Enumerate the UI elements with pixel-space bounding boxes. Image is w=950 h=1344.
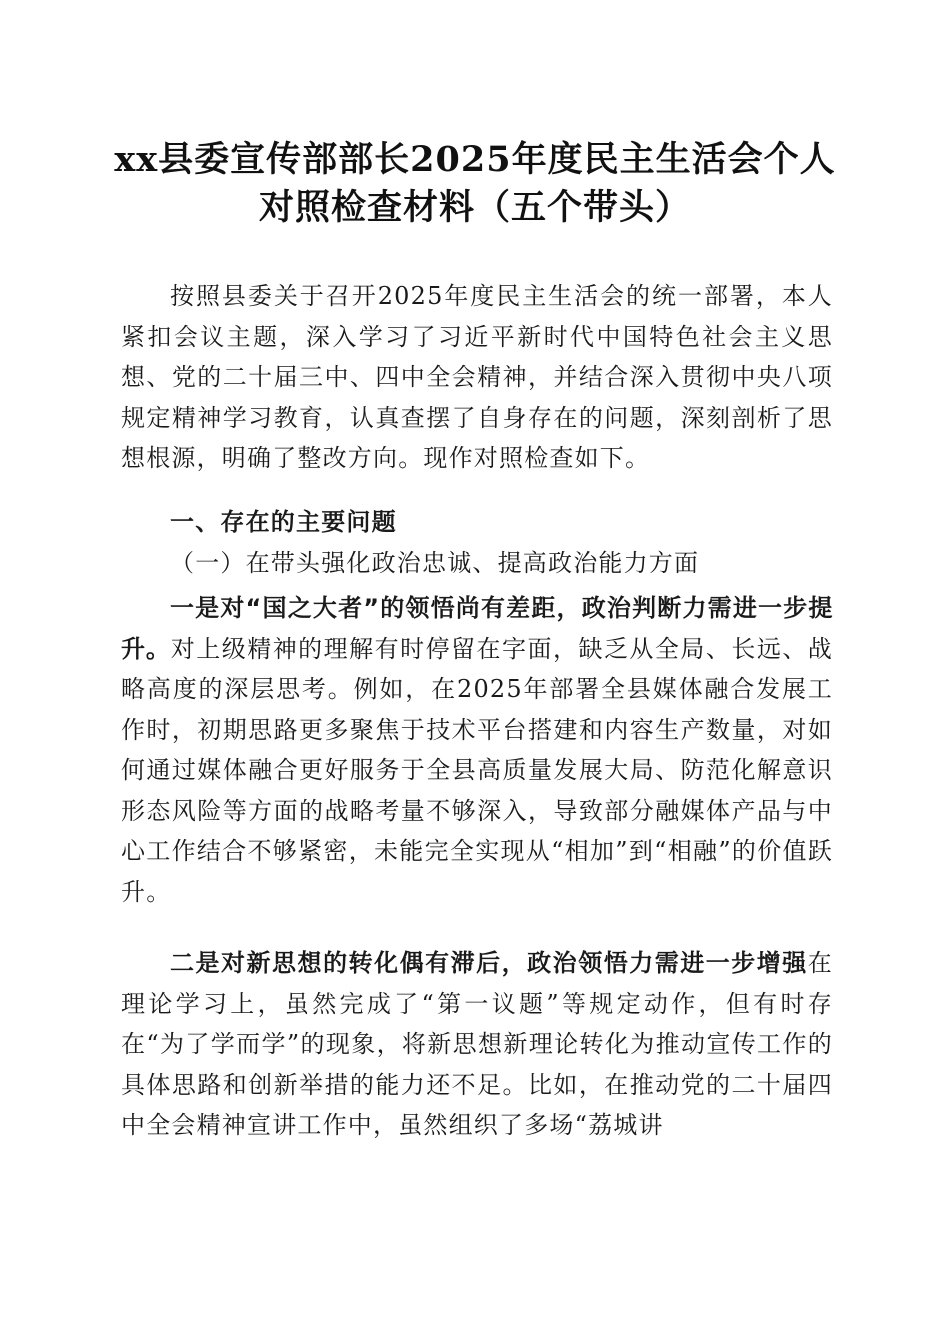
point-two-body: 在理论学习上，虽然完成了“第一议题”等规定动作，但有时存在“为了学而学”的现象，将新思想新理论转化为推动宣传工作的具体思路和创新举措的能力还不足。比如，在推动党的二十届四中全会精神宣讲工作中，虽然组织了多场“荔城讲 <box>121 949 833 1139</box>
point-two-lead: 二是对新思想的转化偶有滞后，政治领悟力需进一步增强 <box>170 949 808 977</box>
section-heading: 一、存在的主要问题 <box>170 508 397 536</box>
document-title <box>80 136 870 232</box>
title-line-2: 对照检查材料（五个带头） <box>258 187 691 228</box>
point-one-body: 对上级精神的理解有时停留在字面，缺乏从全局、长远、战略高度的深层思考。例如，在2025年部署全县媒体融合发展工作时，初期思路更多聚焦于技术平台搭建和内容生产数量，对如何通过媒体融合更好服务于全县高质量发展大局、防范化解意识形态风险等方面的战略考量不够深入，导致部分融媒体产品与中心工作结合不够紧密，未能完全实现从“相加”到“相融”的价值跃升。 <box>121 634 833 906</box>
point-one-lead: 一是对“国之大者”的领悟尚有差距，政治判断力需进一步提升。 <box>121 594 833 663</box>
intro-paragraph: 按照县委关于召开2025年度民主生活会的统一部署，本人紧扣会议主题，深入学习了习近平新时代中国特色社会主义思想、党的二十届三中、四中全会精神，并结合深入贯彻中央八项规定精神学习教育，认真查摆了自身存在的问题，深刻剖析了思想根源，明确了整改方向。现作对照检查如下。 <box>121 282 833 472</box>
point-one-paragraph <box>121 588 833 912</box>
subsection-heading: （一）在带头强化政治忠诚、提高政治能力方面 <box>170 549 700 577</box>
title-line-1: xx县委宣传部部长2025年度民主生活会个人 <box>114 139 836 180</box>
point-two-paragraph <box>121 943 833 1146</box>
